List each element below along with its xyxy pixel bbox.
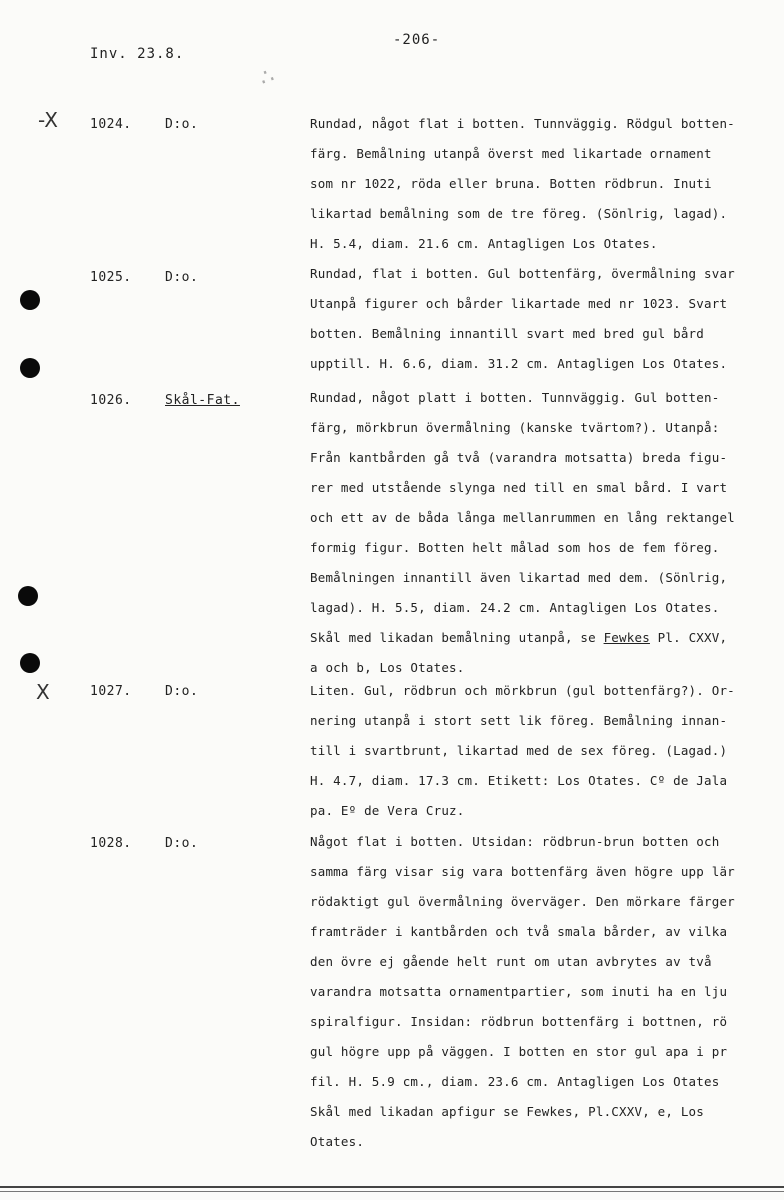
text-line: H. 5.4, diam. 21.6 cm. Antagligen Los Otates. [310, 236, 658, 251]
text-line: varandra motsatta ornamentpartier, som inuti ha en lju [310, 984, 728, 999]
entry-description [310, 834, 770, 1164]
entry-number: 1027. [90, 684, 132, 699]
page-number: -206- [393, 32, 441, 48]
entry-number: 1024. [90, 117, 132, 132]
entry-number: 1026. [90, 393, 132, 408]
text-line: Rundad, något platt i botten. Tunnväggig. Gul botten- [310, 390, 720, 405]
text-line: Skål med likadan apfigur se Fewkes, Pl.CXXV, e, Los [310, 1104, 705, 1119]
text-line: Från kantbården gå två (varandra motsatta) breda figu- [310, 450, 728, 465]
text-line: Bemålningen innantill även likartad med dem. (Sönlrig, [310, 570, 728, 585]
entry-type: D:o. [165, 270, 199, 285]
punch-hole-icon [20, 653, 40, 673]
text-line: Rundad, något flat i botten. Tunnväggig. Rödgul botten- [310, 116, 735, 131]
entry-description [310, 116, 770, 266]
entry-type: Skål-Fat. [165, 393, 240, 408]
entry-number: 1028. [90, 836, 132, 851]
punch-hole-icon [20, 290, 40, 310]
text-line: nering utanpå i stort sett lik föreg. Bemålning innan- [310, 713, 728, 728]
text-line: Otates. [310, 1134, 365, 1149]
bottom-edge-rule [0, 1186, 784, 1188]
text-line: Något flat i botten. Utsidan: rödbrun-brun botten och [310, 834, 720, 849]
entry-description [310, 266, 770, 386]
text-line: spiralfigur. Insidan: rödbrun bottenfärg i bottnen, rö [310, 1014, 728, 1029]
text-line: H. 4.7, diam. 17.3 cm. Etikett: Los Otates. Cº de Jala [310, 773, 728, 788]
margin-cross-mark: X [36, 680, 50, 704]
text-line: färg. Bemålning utanpå överst med likartade ornament [310, 146, 712, 161]
text-line: a och b, Los Otates. [310, 660, 465, 675]
entry-type: D:o. [165, 836, 199, 851]
bottom-edge-rule [0, 1191, 784, 1192]
text-line: Utanpå figurer och bårder likartade med nr 1023. Svart [310, 296, 728, 311]
entry-description [310, 390, 770, 690]
text-line: gul högre upp på väggen. I botten en stor gul apa i pr [310, 1044, 728, 1059]
text-line: den övre ej gående helt runt om utan avbrytes av två [310, 954, 712, 969]
text-line: till i svartbrunt, likartad med de sex föreg. (Lagad.) [310, 743, 728, 758]
text-line: färg, mörkbrun övermålning (kanske tvärtom?). Utanpå: [310, 420, 720, 435]
text-line: rödaktigt gul övermålning överväger. Den mörkare färger [310, 894, 735, 909]
text-line: likartad bemålning som de tre föreg. (Sönlrig, lagad). [310, 206, 728, 221]
text-line: som nr 1022, röda eller bruna. Botten rödbrun. Inuti [310, 176, 712, 191]
reference-author: Fewkes [603, 630, 650, 645]
margin-cross-mark: -X [38, 108, 58, 132]
text-line: fil. H. 5.9 cm., diam. 23.6 cm. Antagligen Los Otates [310, 1074, 720, 1089]
entry-description [310, 683, 770, 833]
entry-type: D:o. [165, 684, 199, 699]
entry-number: 1025. [90, 270, 132, 285]
text-line: pa. Eº de Vera Cruz. [310, 803, 465, 818]
text-line: Skål med likadan bemålning utanpå, se Fewkes Pl. CXXV, [310, 630, 728, 645]
text-line: Liten. Gul, rödbrun och mörkbrun (gul bottenfärg?). Or- [310, 683, 735, 698]
text-line: lagad). H. 5.5, diam. 24.2 cm. Antagligen Los Otates. [310, 600, 720, 615]
punch-hole-icon [20, 358, 40, 378]
text-line: upptill. H. 6.6, diam. 31.2 cm. Antagligen Los Otates. [310, 356, 728, 371]
text-line: samma färg visar sig vara bottenfärg även högre upp lär [310, 864, 735, 879]
text-line: rer med utstående slynga ned till en smal bård. I vart [310, 480, 728, 495]
ink-smudge-icon: ∴ [256, 63, 278, 92]
punch-hole-icon [18, 586, 38, 606]
inventory-label: Inv. 23.8. [90, 46, 185, 62]
entry-type: D:o. [165, 117, 199, 132]
text-line: Rundad, flat i botten. Gul bottenfärg, övermålning svar [310, 266, 735, 281]
text-line: och ett av de båda långa mellanrummen en lång rektangel [310, 510, 735, 525]
text-line: formig figur. Botten helt målad som hos de fem föreg. [310, 540, 720, 555]
text-line: botten. Bemålning innantill svart med bred gul bård [310, 326, 705, 341]
text-line: framträder i kantbården och två smala bårder, av vilka [310, 924, 728, 939]
